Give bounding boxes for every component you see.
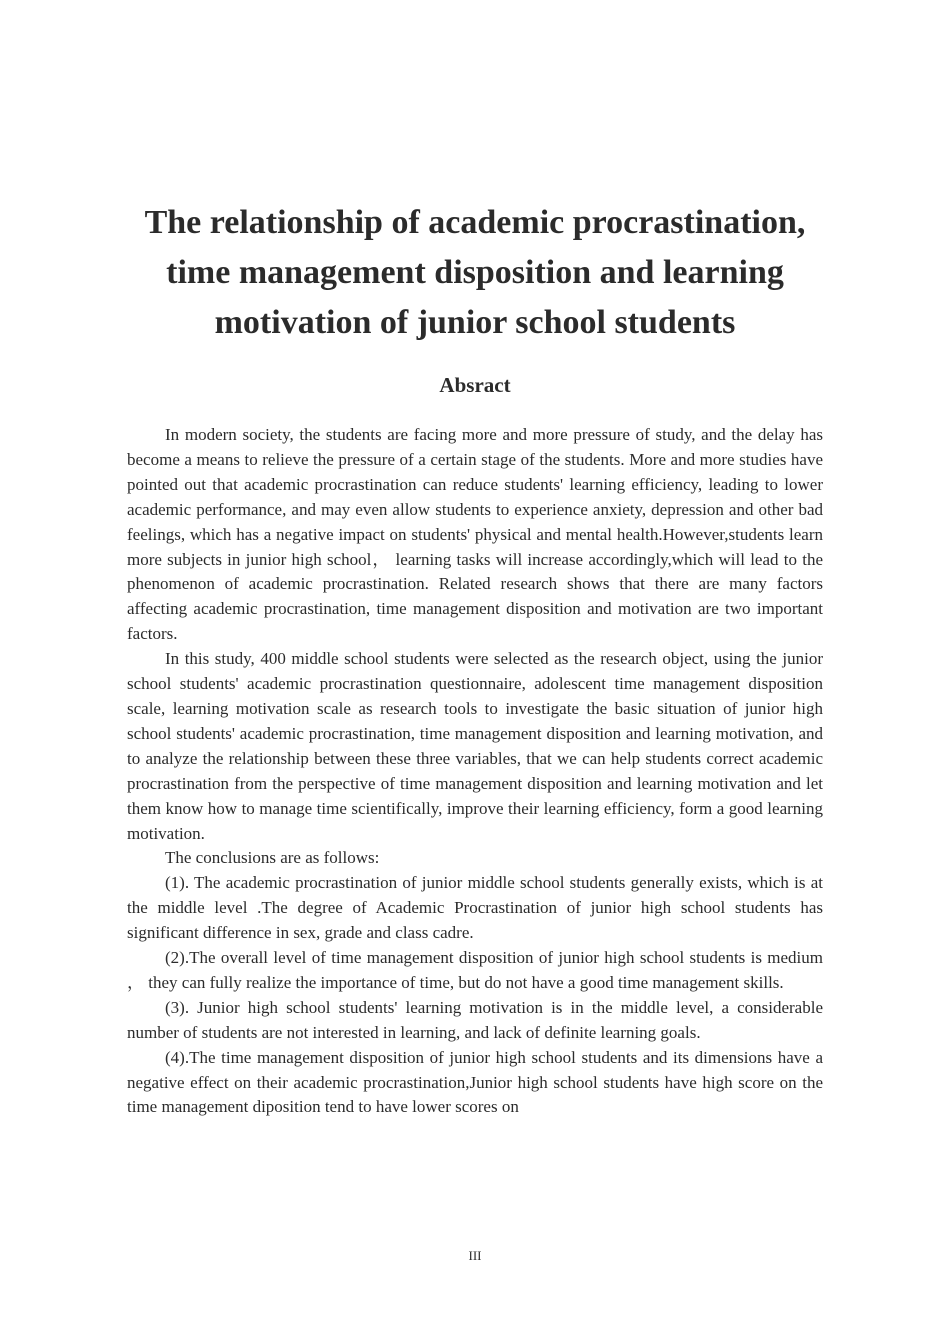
paper-title: The relationship of academic procrastination, time management disposition and learning motivation of junior school students <box>144 204 806 341</box>
abstract-paragraph-intro: In modern society, the students are facing more and more pressure of study, and the delay has become a means to relieve the pressure of a certain stage of the students. More and more studies have pointed out that academic procrastination can reduce students' learning efficiency, leading to lower academic performance, and may even allow students to experience anxiety, depression and other bad feelings, which has a negative impact on students' physical and mental health.However,students learn more subjects in junior high school， learning tasks will increase accordingly,which will lead to the phenomenon of academic procrastination. Related research shows that there are many factors affecting academic procrastination, time management disposition and motivation are two important factors. <box>127 425 823 644</box>
abstract-paragraph-method: In this study, 400 middle school students were selected as the research object, using the junior school students' academic procrastination questionnaire, adolescent time management disposition scale, learning motivation scale as research tools to investigate the basic situation of junior high school students' academic procrastination, time management disposition and learning motivation, and to analyze the relationship between these three variables, that we can help students correct academic procrastination from the perspective of time management disposition and learning motivation and let them know how to manage time scientifically, improve their learning efficiency, form a good learning motivation. <box>127 649 823 843</box>
abstract-heading: Absract <box>439 373 511 397</box>
abstract-conclusion-4: (4).The time management disposition of junior high school students and its dimensions have a negative effect on their academic procrastination,Junior high school students have high score on the time management diposition tend to have lower scores on <box>127 1047 823 1117</box>
abstract-body <box>127 423 823 1120</box>
abstract-paragraph-conclusions-lead: The conclusions are as follows: <box>165 848 380 868</box>
page-number: III <box>468 1248 482 1263</box>
abstract-conclusion-1: (1). The academic procrastination of junior middle school students generally exists, which is at the middle level .The degree of Academic Procrastination of junior high school students has significant difference in sex, grade and class cadre. <box>127 873 823 943</box>
abstract-conclusion-3: (3). Junior high school students' learning motivation is in the middle level, a considerable number of students are not interested in learning, and lack of definite learning goals. <box>127 997 823 1042</box>
abstract-conclusion-2: (2).The overall level of time management disposition of junior high school students is medium ， they can fully realize the importance of time, but do not have a good time management skills. <box>127 948 823 992</box>
